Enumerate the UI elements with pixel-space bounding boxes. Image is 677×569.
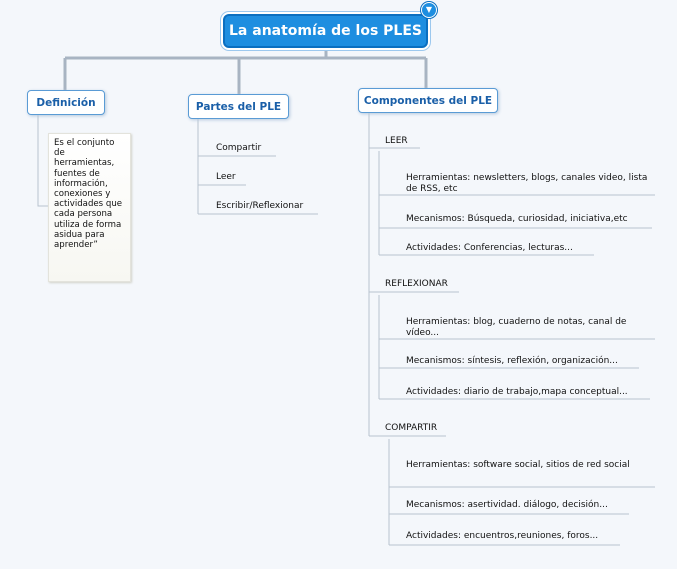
branch-componentes-label: Componentes del PLE <box>363 94 493 107</box>
branch-definicion-label: Definición <box>36 96 96 109</box>
leer-actividades[interactable]: Actividades: Conferencias, lecturas... <box>406 243 573 253</box>
partes-item-escribir-reflexionar[interactable]: Escribir/Reflexionar <box>216 201 304 211</box>
reflexionar-herramientas[interactable]: Herramientas: blog, cuaderno de notas, canal de vídeo... <box>406 317 627 338</box>
branch-definicion[interactable] <box>27 90 105 115</box>
partes-item-leer[interactable]: Leer <box>216 172 236 182</box>
definition-note: Es el conjunto de herramientas, fuentes de información, conexiones y actividades que cada persona utiliza de forma asidua para aprender” <box>48 133 131 282</box>
central-topic[interactable] <box>223 14 428 48</box>
compartir-mecanismos[interactable]: Mecanismos: asertividad. diálogo, decisión... <box>406 500 608 510</box>
reflexionar-actividades[interactable]: Actividades: diario de trabajo,mapa conceptual... <box>406 387 628 397</box>
componentes-group-compartir[interactable]: COMPARTIR <box>385 423 438 433</box>
branch-partes-del-ple[interactable] <box>188 94 289 119</box>
branch-partes-label: Partes del PLE <box>195 100 282 113</box>
branch-componentes-del-ple[interactable] <box>358 88 498 113</box>
leer-herramientas[interactable]: Herramientas: newsletters, blogs, canales video, lista de RSS, etc <box>406 173 648 194</box>
collapse-toggle-icon[interactable]: ▼ <box>421 2 437 18</box>
compartir-herramientas[interactable]: Herramientas: software social, sitios de red social <box>406 460 630 470</box>
partes-item-compartir[interactable]: Compartir <box>216 143 262 153</box>
central-topic-label: La anatomía de los PLES <box>229 23 422 39</box>
componentes-group-leer[interactable]: LEER <box>385 136 408 146</box>
compartir-actividades[interactable]: Actividades: encuentros,reuniones, foros... <box>406 531 599 541</box>
componentes-group-reflexionar[interactable]: REFLEXIONAR <box>385 279 448 289</box>
reflexionar-mecanismos[interactable]: Mecanismos: síntesis, reflexión, organización... <box>406 356 618 366</box>
leer-mecanismos[interactable]: Mecanismos: Búsqueda, curiosidad, iniciativa,etc <box>406 214 628 224</box>
